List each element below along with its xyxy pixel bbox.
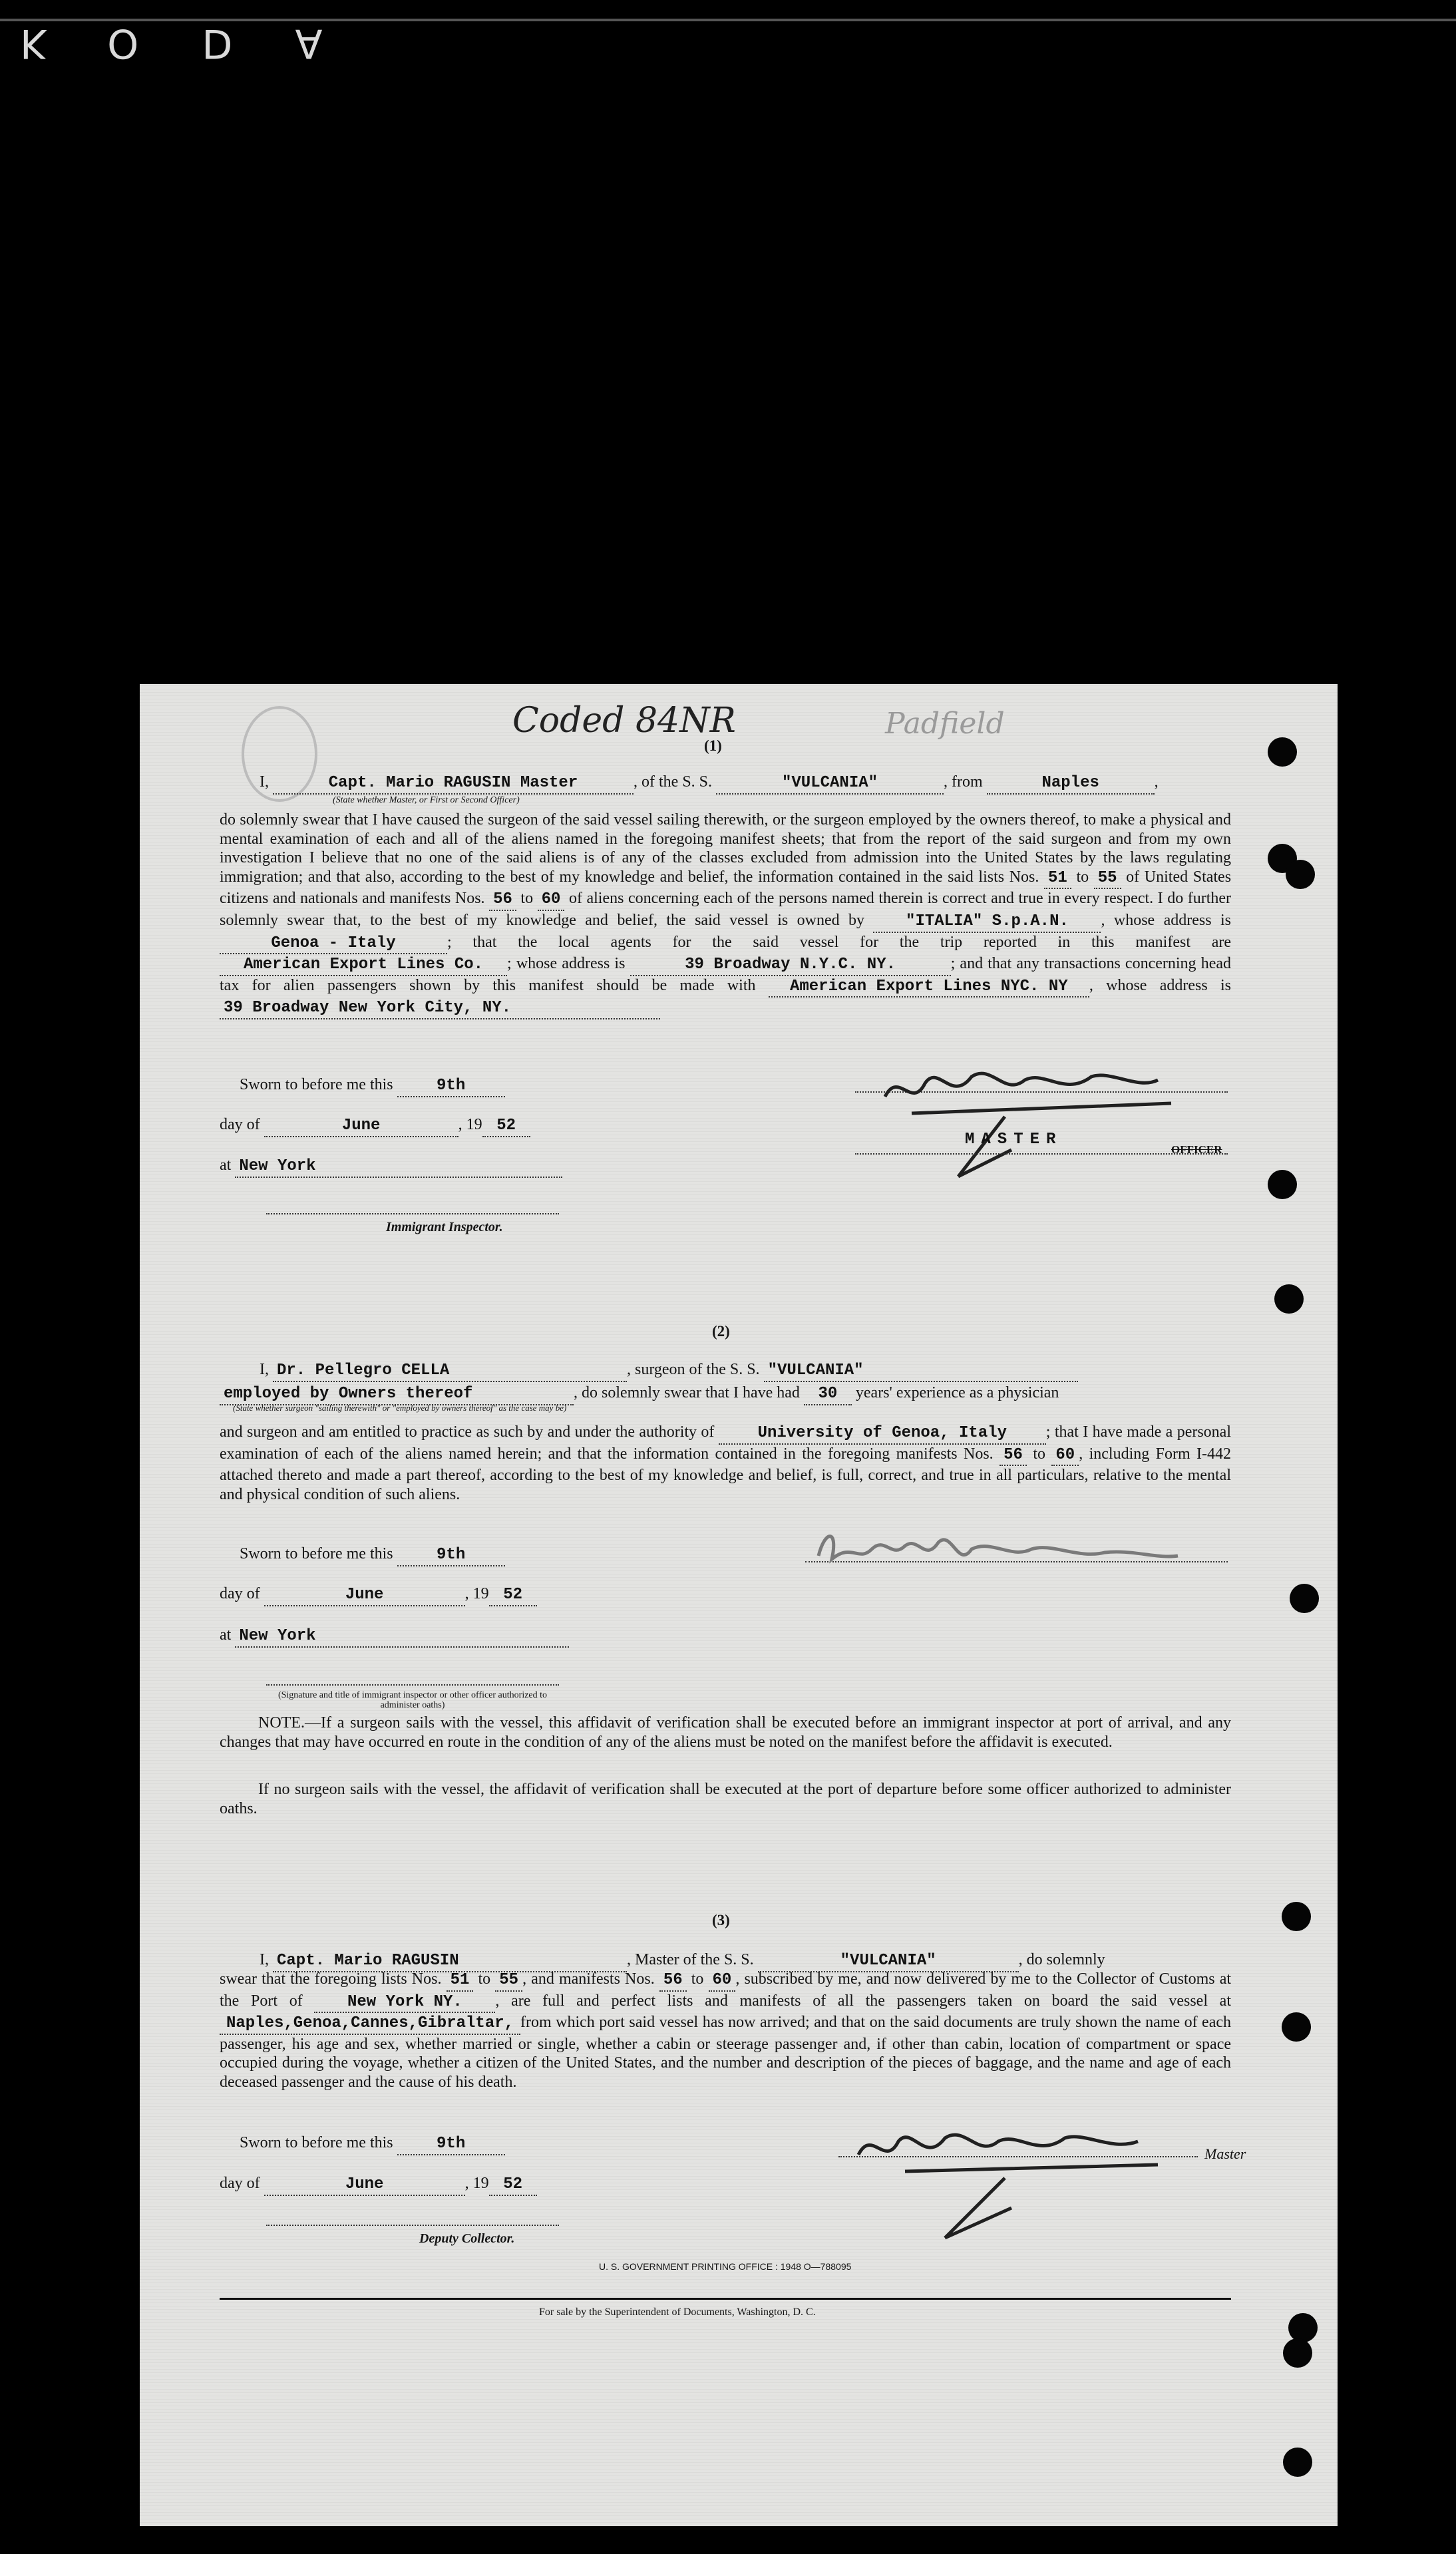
sec2-authority: University of Genoa, Italy	[719, 1424, 1046, 1445]
punch-hole	[1283, 2448, 1312, 2477]
sec2-years-experience: years' experience as a physician	[855, 1384, 1059, 1401]
sec2-place: New York	[235, 1626, 569, 1648]
sec2-text-b: that I have made a personal examination of each of the aliens named herein; and that the information contained in the foregoing manifests Nos.	[220, 1423, 1232, 1463]
punch-hole	[1290, 1584, 1319, 1613]
sec1-master-label: MASTER	[965, 1131, 1063, 1149]
sec1-at-label: at	[220, 1157, 232, 1174]
sec2-surgeon-name: Dr. Pellegro CELLA	[273, 1361, 627, 1382]
punch-hole	[1282, 2012, 1311, 2042]
sec3-body	[220, 1970, 1231, 2092]
sec2-year-prefix: , 19	[464, 1585, 489, 1602]
sec3-master-label: Master	[1204, 2145, 1246, 2162]
film-edge-marking: KODA	[20, 20, 386, 67]
sec2-surgeon-signature	[812, 1523, 1184, 1576]
sec1-date-line	[220, 1115, 530, 1137]
affidavit-document	[140, 684, 1338, 2526]
sec3-lists-from: 51	[447, 1971, 474, 1992]
sec1-month: June	[264, 1116, 458, 1137]
sec1-agents: American Export Lines Co.	[220, 956, 507, 976]
sec1-whose-address-2: , whose address is	[1089, 976, 1232, 994]
sec2-sworn-day: 9th	[397, 1545, 505, 1566]
sec2-note-1: NOTE.—If a surgeon sails with the vessel, this affidavit of verification shall be executed before an immigrant inspector at port of arrival, and any changes that may have occurred en route in the condition of any of the aliens must be noted on the manifest before the affidavit is executed.	[220, 1714, 1231, 1751]
sec1-from-label: , from	[944, 773, 983, 791]
sec3-vessel-name: "VULCANIA"	[758, 1951, 1019, 1972]
sec1-owner: "ITALIA" S.p.A.N.	[873, 912, 1101, 933]
sec3-date-line	[220, 2173, 537, 2196]
print-office-line: U. S. GOVERNMENT PRINTING OFFICE : 1948 O—788095	[599, 2261, 852, 2272]
sec3-to-1: to	[478, 1970, 491, 1988]
sec3-do-solemnly: , do solemnly	[1018, 1951, 1105, 1968]
sec1-lists-from: 51	[1044, 869, 1071, 890]
sec3-manifest-from: 56	[659, 1971, 687, 1992]
sec2-swear-had-label: , do solemnly swear that I have had	[574, 1384, 800, 1401]
sec1-text-e: ; and that any transactions concerning head tax for alien passengers shown by this manifest should be made with	[220, 955, 1232, 994]
sec3-master-of-label: , Master of the S. S.	[627, 1951, 754, 1968]
sec3-text-d: port said vessel has now arrived; and that on the said documents are truly shown the name of each passenger, his age and sex, whether married or single, whether a cabin or steerage passenger and, if other than cabin, location of compartment or space occupied during the voyage, whether a citizen of the United States, and the number and description of the pieces of baggage, and the name and age of each deceased passenger and the cause of his death.	[220, 2014, 1232, 2091]
sec1-manifest-from: 56	[489, 890, 516, 911]
sec2-at-label: at	[220, 1626, 232, 1644]
sec2-years: 30	[804, 1384, 852, 1405]
sec3-text-a2: , and manifests Nos.	[522, 1970, 655, 1988]
sec1-day-of-label: day of	[220, 1116, 260, 1133]
sec1-inspector-label: Immigrant Inspector.	[386, 1220, 503, 1234]
footer-text: For sale by the Superintendent of Documents, Washington, D. C.	[539, 2306, 816, 2318]
sec2-sworn-line	[240, 1544, 505, 1566]
sec1-master-line: I, Capt. Mario RAGUSIN Master , of the S. S. "VULCANIA" , from Naples ,	[260, 772, 1159, 795]
sec1-headtax-party: American Export Lines NYC. NY	[769, 978, 1089, 998]
sec3-master-name: Capt. Mario RAGUSIN	[273, 1951, 627, 1972]
sec1-year-prefix: , 19	[458, 1116, 482, 1133]
sec1-text-d: that the local agents for the said vessel for the trip reported in this manifest are	[472, 933, 1232, 951]
sec2-manifest-from: 56	[1000, 1446, 1027, 1467]
punch-hole	[1274, 1284, 1304, 1314]
punch-hole	[1283, 2338, 1312, 2368]
section-2-number: (2)	[712, 1323, 730, 1340]
sec3-text-c: manifests of all the passengers taken on board the said vessel at	[739, 1992, 1232, 2010]
sec3-sworn-line	[240, 2133, 505, 2155]
section-1-number: (1)	[704, 737, 722, 754]
sec2-date-line	[220, 1584, 537, 1606]
sec2-state-note: (State whether surgeon "sailing therewith" or "employed by owners thereof" as the case may be)	[233, 1403, 567, 1413]
sec3-month: June	[264, 2175, 465, 2196]
sec3-manifest-to: 60	[709, 1971, 736, 1992]
sec1-master-signature	[872, 1050, 1218, 1183]
sec3-day-of-label: day of	[220, 2175, 260, 2192]
sec1-year: 52	[482, 1116, 530, 1137]
sec2-note-2: If no surgeon sails with the vessel, the affidavit of verification shall be executed at the port of departure before some officer authorized to administer oaths.	[220, 1781, 1231, 1817]
sec1-departure-port: Naples	[987, 773, 1155, 795]
sec1-whose-address: , whose address is	[1101, 911, 1232, 929]
sec2-manifest-to: 60	[1051, 1446, 1079, 1467]
footer-rule	[220, 2298, 1231, 2300]
sec3-master-line	[260, 1950, 1105, 1972]
sec1-sworn-line	[240, 1075, 505, 1097]
sec1-sworn-day: 9th	[397, 1076, 505, 1097]
sec3-port: New York NY.	[314, 1993, 495, 2014]
sec1-to-2: to	[520, 890, 534, 908]
sec1-place: New York	[235, 1157, 562, 1178]
sec2-day-of-label: day of	[220, 1585, 260, 1602]
sec1-agents-address: 39 Broadway N.Y.C. NY.	[630, 956, 951, 976]
sec1-text-b: of United States citizens and nationals and manifests Nos.	[220, 868, 1232, 908]
sec1-body: do solemnly swear that I have caused the surgeon of the said vessel sailing therewith, or the surgeon employed by the owners thereof, to make a physical and mental examination of each and all of the aliens named in the foregoing manifest sheets; that from the report of the said surgeon and from my own investigation I believe that no one of the said aliens is of any of the classes excluded from admission into the United States by the laws regulating immigration; and that also, according to the best of my knowledge and belief, the information contained in the said lists Nos. 51 to 55 of United States citizens and nationals and manifests Nos. 56 to 60 of aliens concerning each of the persons named therein is correct and true in every respect. I do further solemnly swear that, to the best of my knowledge and belief, the said vessel is owned by "ITALIA" S.p.A.N. , whose address is Genoa - Italy ; that the local agents for the said vessel for the trip reported in this manifest are American Export Lines Co. ; whose address is 39 Broadway N.Y.C. NY. ; and that any transactions concerning head tax for alien passengers shown by this manifest should be made with American Export Lines NYC. NY , whose address is 39 Broadway New York City, NY.	[220, 811, 1231, 1019]
sec1-lists-to: 55	[1094, 869, 1121, 890]
sec2-text-c: , including Form I-442 attached thereto and made a part thereof, according to the best of my knowledge and belief, is full, correct, and true in all particulars, relative to the mental and physical condition of such aliens.	[220, 1445, 1232, 1503]
sec2-body: and surgeon and am entitled to practice as such by and under the authority of University of Genoa, Italy ; that I have made a personal examination of each of the aliens named herein; and that the information contained in the foregoing manifests Nos. 56 to 60 , including Form I-442 attached thereto and made a part thereof, according to the best of my knowledge and belief, is full, correct, and true in all particulars, relative to the mental and physical condition of such aliens.	[220, 1423, 1232, 1503]
coded-annotation: Coded 84NR	[512, 701, 736, 741]
sec3-sworn-label: Sworn to before me this	[240, 2134, 393, 2151]
punch-hole	[1268, 1170, 1297, 1199]
sec2-surgeon-of-label: , surgeon of the S. S.	[627, 1361, 760, 1378]
sec3-year-prefix: , 19	[464, 2175, 489, 2192]
sec2-employed-line	[220, 1383, 1059, 1405]
sec2-officer-signature-line	[266, 1684, 559, 1686]
sec3-sworn-day: 9th	[397, 2134, 505, 2155]
sec1-owner-address: Genoa - Italy	[220, 934, 447, 955]
sec1-of-ss-label: , of the S. S.	[634, 773, 713, 791]
punch-hole	[1268, 737, 1297, 767]
sec3-embark-ports: Naples,Genoa,Cannes,Gibraltar,	[220, 2014, 520, 2035]
sec1-i-label: I,	[260, 773, 269, 791]
sec2-text-a: and surgeon and am entitled to practice as such by and under the authority of	[220, 1423, 715, 1441]
sec1-inspector-signature-line	[266, 1213, 559, 1214]
sec2-month: June	[264, 1585, 465, 1606]
sec2-place-line	[220, 1625, 569, 1648]
sec3-collector-label: Deputy Collector.	[419, 2231, 515, 2246]
sec2-signature-note: (Signature and title of immigrant inspector or other officer authorized to administer oaths)	[277, 1690, 548, 1710]
punch-hole	[1286, 860, 1315, 889]
sec3-text-b: delivered by me to the Collector of Customs at the Port of	[220, 1970, 1232, 2010]
sec1-text-a: do solemnly swear that I have caused the surgeon of the said vessel sailing therewith, or the surgeon employed by the owners thereof, to make a physical and mental examination of each and all of the aliens named in the foregoing manifest sheets; that from the report of the said surgeon and from my own investigation I believe that no one of the said aliens is of any of the classes excluded from admission into the United States by the laws regulating immigration; and that also, according to the best of my knowledge and belief, the information contained in the said lists Nos.	[220, 811, 1231, 886]
sec2-to: to	[1033, 1445, 1045, 1463]
sec1-place-line	[220, 1155, 562, 1178]
sec1-master-name: Capt. Mario RAGUSIN Master	[273, 773, 634, 795]
sec2-i-label: I,	[260, 1361, 269, 1378]
punch-hole	[1282, 1902, 1311, 1931]
sec1-headtax-address: 39 Broadway New York City, NY.	[220, 999, 660, 1019]
sec2-surgeon-line	[260, 1360, 1078, 1382]
sec1-text-c: of aliens concerning each of the persons named therein is correct and true in every respect. I do further solemnly swear that, to the best of my knowledge and belief, the said vessel is owned by	[220, 890, 1232, 929]
sec1-vessel-name: "VULCANIA"	[716, 773, 944, 795]
sec3-text-a: swear that the foregoing lists Nos.	[220, 1970, 442, 1988]
sec3-master-signature	[845, 2115, 1191, 2248]
sec2-employment: employed by Owners thereof	[220, 1384, 574, 1405]
sec3-i-label: I,	[260, 1951, 269, 1968]
sec1-whose-address-is: whose address is	[516, 955, 626, 973]
punch-hole	[1288, 2313, 1318, 2342]
sec1-officer-label: OFFICER	[1171, 1143, 1222, 1156]
sec2-sworn-label: Sworn to before me this	[240, 1545, 393, 1562]
sec3-text-c2: from which	[520, 2014, 595, 2032]
sec1-sworn-label: Sworn to before me this	[240, 1076, 393, 1093]
sec3-year: 52	[489, 2175, 537, 2196]
sec3-text-a3: , subscribed by me, and now	[735, 1970, 922, 1988]
sec3-text-b2: , are full and perfect lists and	[495, 1992, 728, 2010]
sec1-state-note: (State whether Master, or First or Second Officer)	[333, 795, 520, 805]
initials-annotation: Padfield	[885, 707, 1005, 741]
sec2-vessel-name: "VULCANIA"	[764, 1361, 1078, 1382]
sec1-to-1: to	[1076, 868, 1089, 886]
sec3-to-2: to	[691, 1970, 704, 1988]
sec3-collector-signature-line	[266, 2225, 559, 2226]
sec2-year: 52	[489, 1585, 537, 1606]
sec3-lists-to: 55	[495, 1971, 522, 1992]
section-3-number: (3)	[712, 1912, 730, 1928]
sec1-manifest-to: 60	[538, 890, 565, 911]
